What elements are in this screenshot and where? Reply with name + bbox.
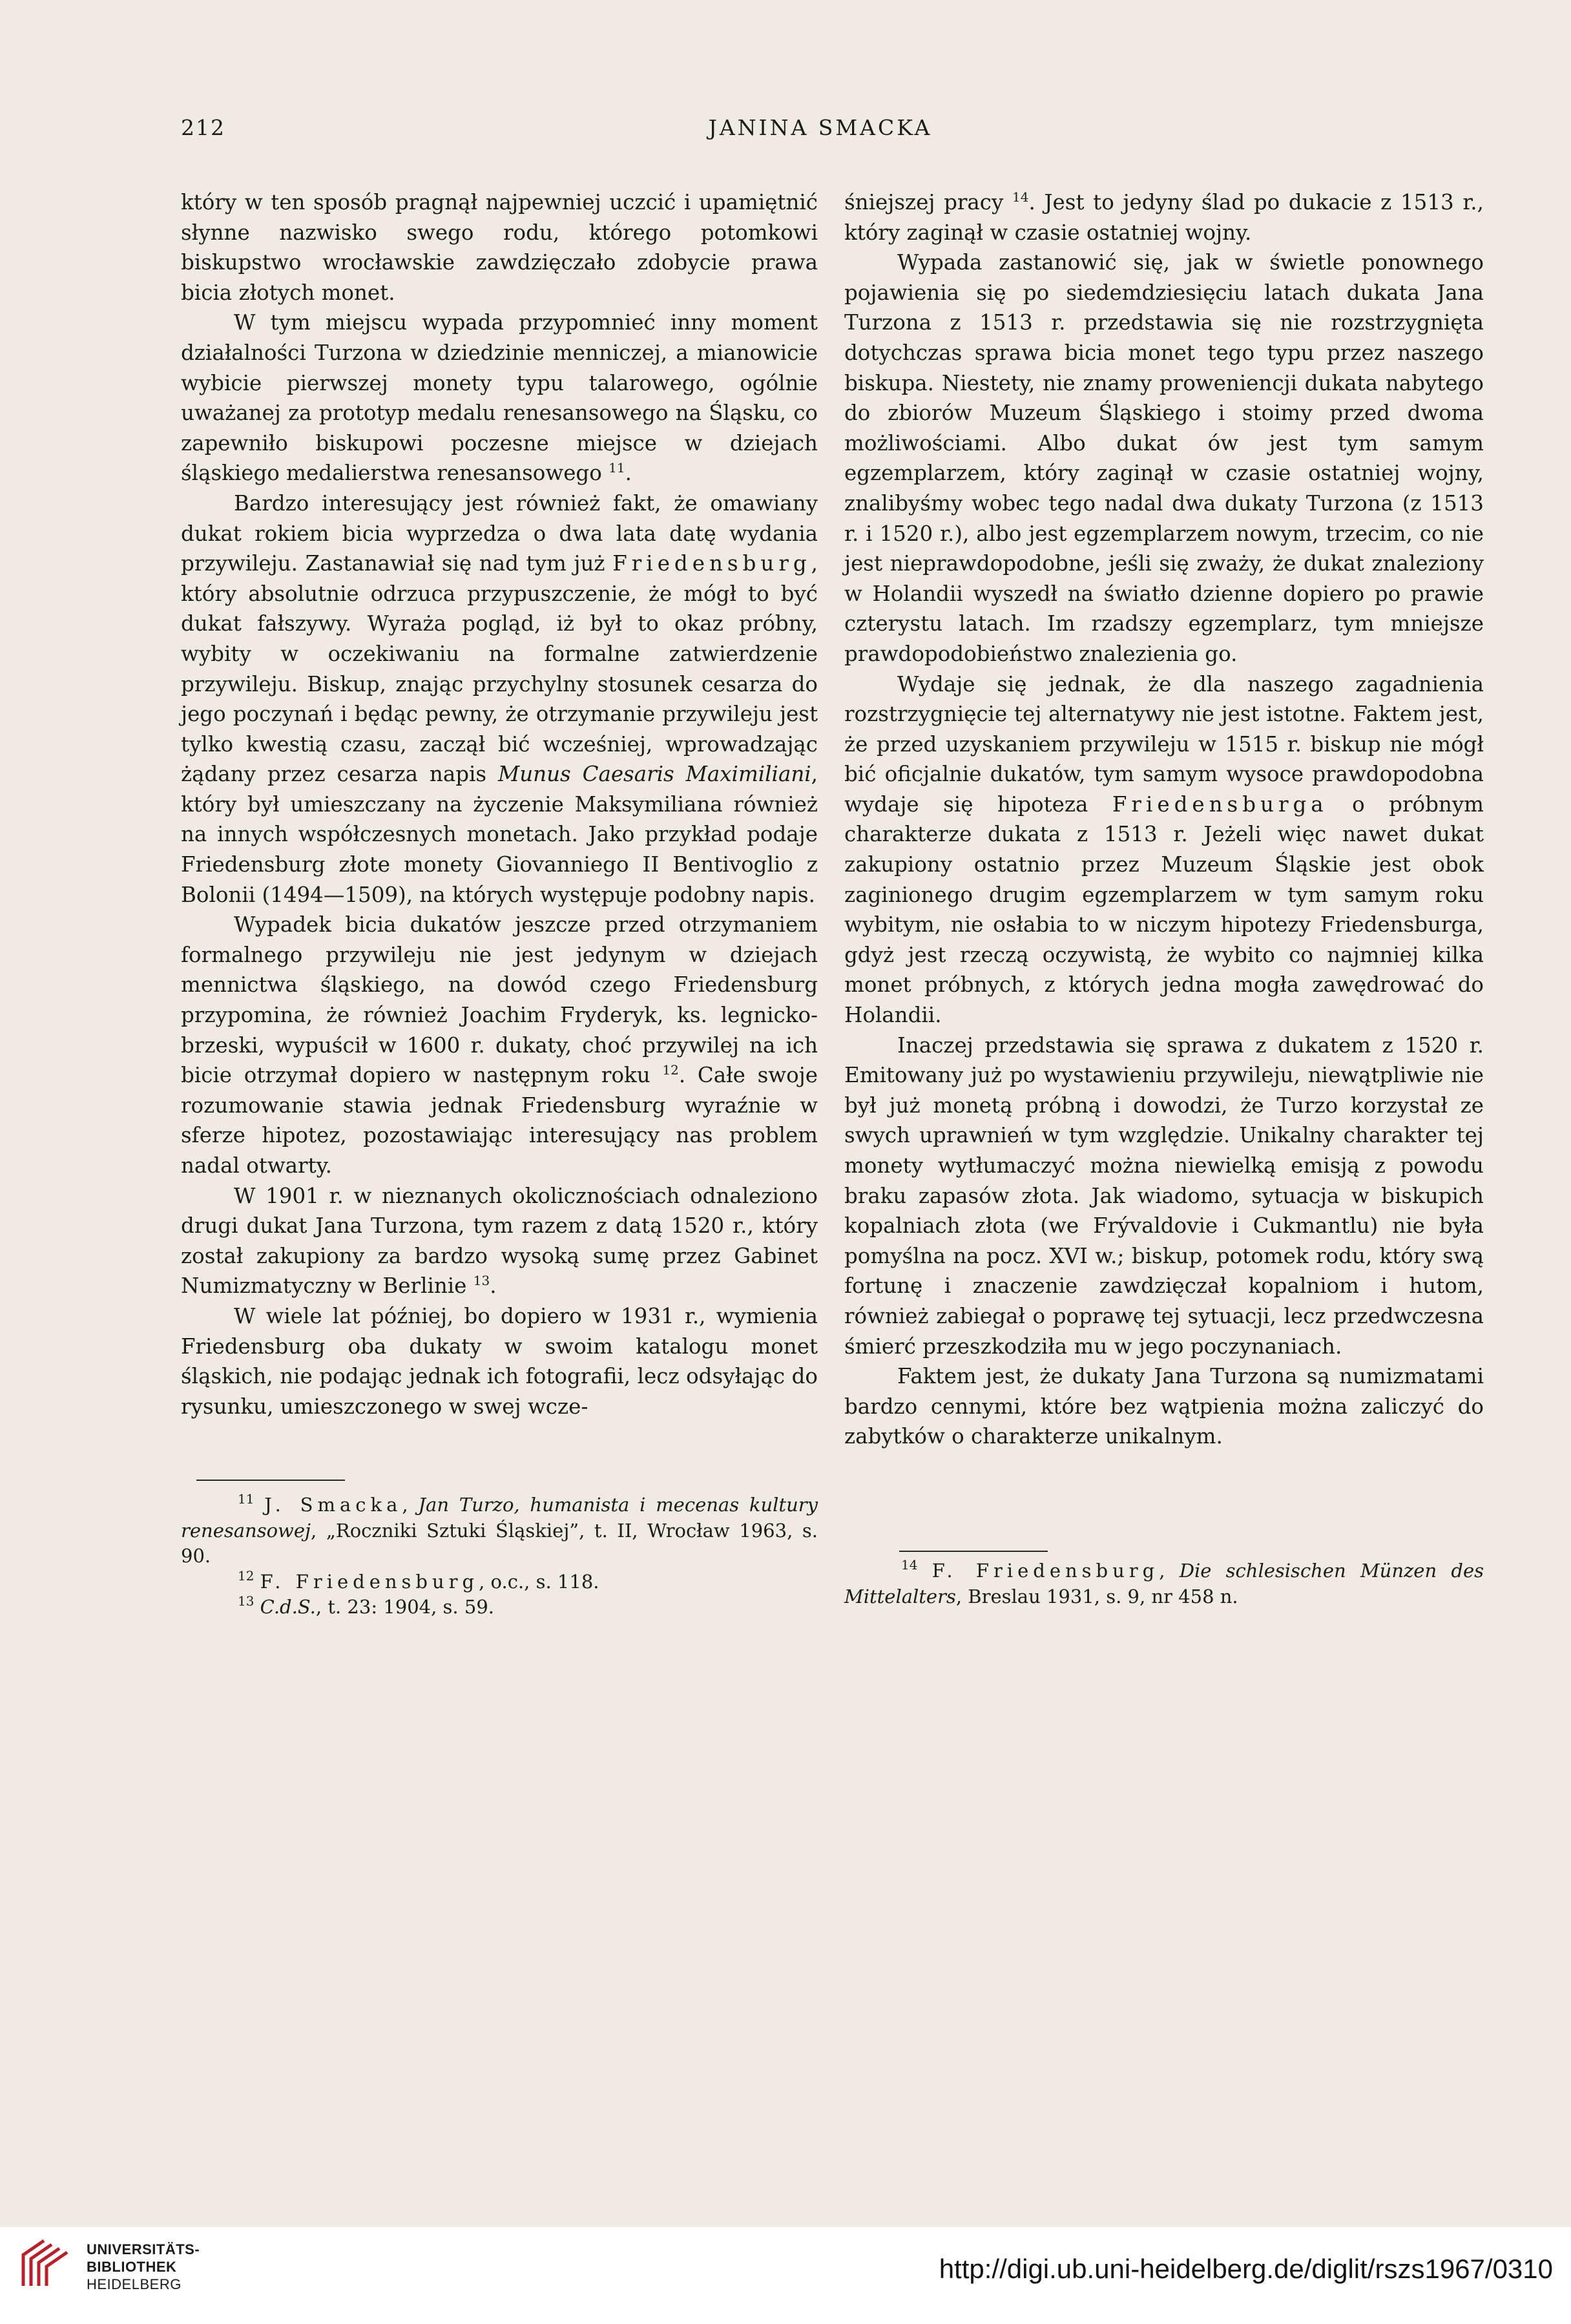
paragraph: Wypada zastanowić się, jak w świetle ponownego pojawienia się po siedemdziesięciu latach dukata Jana Turzona z 1513 r. przedstawia się nie rozstrzygnięta dotychczas sprawa bicia monet tego typu przez naszego biskupa. Niestety, nie znamy proweniencji dukata nabytego do zbiorów Muzeum Śląskiego i stoimy przed dwoma możliwościami. Albo dukat ów jest tym samym egzemplarzem, który zaginął w czasie ostatniej wojny, znalibyśmy wobec tego nadal dwa dukaty Turzona (z 1513 r. i 1520 r.), albo jest egzemplarzem nowym, trzecim, co nie jest nieprawdopodobne, jeśli się zważy, że dukat znaleziony w Holandii wyszedł na światło dzienne dopiero po prawie czterystu latach. Im rzadszy egzemplarz, tym mniejsze prawdopodobieństwo znalezienia go. (844, 250, 1484, 666)
right-footnotes (844, 1558, 1484, 1609)
footnote-ref: 12 (662, 1062, 679, 1078)
footnote-separator (196, 1480, 345, 1481)
footnote: $^{13}$ C.d.S., t. 23: 1904, s. 59. (238, 1593, 494, 1618)
paragraph: W wiele lat później, bo dopiero w 1931 r., wymienia Friedensburg oba dukaty w swoim katalogu monet śląskich, nie podając jednak ich fotografii, lecz odsyłając do rysunku, umieszczonego w swej wcze- (181, 1303, 818, 1419)
footnote-ref: 13 (473, 1273, 490, 1289)
paragraph: śniejszej pracy $^{14}$. Jest to jedyny ślad po dukacie z 1513 r., który zaginął w czasie ostatniej wojny. (844, 189, 1484, 245)
spaced-name: Friedensburga (1112, 791, 1328, 817)
library-name: UNIVERSITÄTS- BIBLIOTHEK HEIDELBERG (87, 2241, 200, 2292)
paragraph: W 1901 r. w nieznanych okolicznościach odnaleziono drugi dukat Jana Turzona, tym razem z datą 1520 r., który został zakupiony za bardzo wysoką sumę przez Gabinet Numizmatyczny w Berlinie $^{13}$. (181, 1183, 818, 1299)
italic-inscription: Munus Caesaris Maximiliani (497, 762, 811, 787)
page-url-link[interactable]: http://digi.ub.uni-heidelberg.de/diglit/rszs1967/0310 (939, 2254, 1553, 2284)
paragraph: Wypadek bicia dukatów jeszcze przed otrzymaniem formalnego przywileju nie jest jedynym w dziejach mennictwa śląskiego, na dowód czego Friedensburg przypomina, że również Joachim Fryderyk, ks. legnicko-brzeski, wypuścił w 1600 r. dukaty, choć przywilej na ich bicie otrzymał dopiero w następnym roku $^{12}$. Całe swoje rozumowanie stawia jednak Friedensburg wyraźnie w sferze hipotez, pozostawiając interesujący nas problem nadal otwarty. (181, 912, 818, 1178)
paragraph: Faktem jest, że dukaty Jana Turzona są numizmatami bardzo cennymi, które bez wątpienia można zaliczyć do zabytków o charakterze unikalnym. (844, 1364, 1484, 1449)
page-number: 212 (181, 115, 225, 140)
spaced-name: Friedensburg (612, 551, 811, 576)
right-column (844, 187, 1484, 1452)
footnote-ref: 11 (609, 460, 625, 476)
paragraph: W tym miejscu wypada przypomnieć inny moment działalności Turzona w dziedzinie menniczej, a mianowicie wybicie pierwszej monety typu talarowego, ogólnie uważanej za prototyp medalu renesansowego na Śląsku, co zapewniło biskupowi poczesne miejsce w dziejach śląskiego medalierstwa renesansowego $^{11}$. (181, 310, 818, 486)
library-logo-icon (18, 2235, 74, 2291)
left-footnotes (181, 1492, 818, 1620)
running-header (181, 115, 1460, 147)
footnote-separator (899, 1551, 1048, 1552)
footnote: $^{11}$ J. Smacka, Jan Turzo, humanista i mecenas kultury renesansowej, „Roczniki Sztuki Śląskiej”, t. II, Wrocław 1963, s. 90. (181, 1491, 818, 1567)
footnote: $^{12}$ F. Friedensburg, o.c., s. 118. (238, 1567, 599, 1593)
paragraph: Bardzo interesujący jest również fakt, że omawiany dukat rokiem bicia wyprzedza o dwa lata datę wydania przywileju. Zastanawiał się nad tym już Friedensburg, który absolutnie odrzuca przypuszczenie, że mógł to być dukat fałszywy. Wyraża pogląd, iż był to okaz próbny, wybity w oczekiwaniu na formalne zatwierdzenie przywileju. Biskup, znając przychylny stosunek cesarza do jego poczynań i będąc pewny, że otrzymanie przywileju jest tylko kwestią czasu, zaczął bić wcześniej, wprowadzając żądany przez cesarza napis Munus Caesaris Maximiliani, który był umieszczany na życzenie Maksymiliana również na innych współczesnych monetach. Jako przykład podaje Friedensburg złote monety Giovanniego II Bentivoglio z Bolonii (1494—1509), na których występuje podobny napis. (181, 490, 818, 907)
paragraph: Inaczej przedstawia się sprawa z dukatem z 1520 r. Emitowany już po wystawieniu przywileju, niewątpliwie nie był już monetą próbną i dowodzi, że Turzo korzystał ze swych uprawnień w tym względzie. Unikalny charakter tej monety wytłumaczyć można niewielką emisją z powodu braku zapasów złota. Jak wiadomo, sytuacja w biskupich kopalniach złota (we Frývaldovie i Cukmantlu) nie była pomyślna na pocz. XVI w.; biskup, potomek rodu, który swą fortunę i znaczenie zawdzięczał kopalniom i hutom, również zabiegał o poprawę tej sytuacji, lecz przedwczesna śmierć przeszkodziła mu w jego poczynaniach. (844, 1032, 1484, 1359)
paragraph: który w ten sposób pragnął najpewniej uczcić i upamiętnić słynne nazwisko swego rodu, którego potomkowi biskupstwo wrocławskie zawdzięczało zdobycie prawa bicia złotych monet. (181, 190, 818, 305)
footnote: $^{14}$ F. Friedensburg, Die schlesischen Münzen des Mittelalters, Breslau 1931, s. 9, nr 458 n. (844, 1557, 1484, 1607)
footnote-ref: 14 (1012, 189, 1029, 205)
paragraph: Wydaje się jednak, że dla naszego zagadnienia rozstrzygnięcie tej alternatywy nie jest istotne. Faktem jest, że przed uzyskaniem przywileju w 1515 r. biskup nie mógł bić oficjalnie dukatów, tym samym wysoce prawdopodobna wydaje się hipoteza Friedensburga o próbnym charakterze dukata z 1513 r. Jeżeli więc nawet dukat zakupiony ostatnio przez Muzeum Śląskie jest obok zaginionego drugim egzemplarzem w tym samym roku wybitym, nie osłabia to w niczym hipotezy Friedensburga, gdyż jest rzeczą oczywistą, że wybito co najmniej kilka monet próbnych, z których jedna mogła zawędrować do Holandii. (844, 671, 1484, 1028)
running-title: JANINA SMACKA (708, 115, 933, 140)
left-column (181, 187, 818, 1421)
